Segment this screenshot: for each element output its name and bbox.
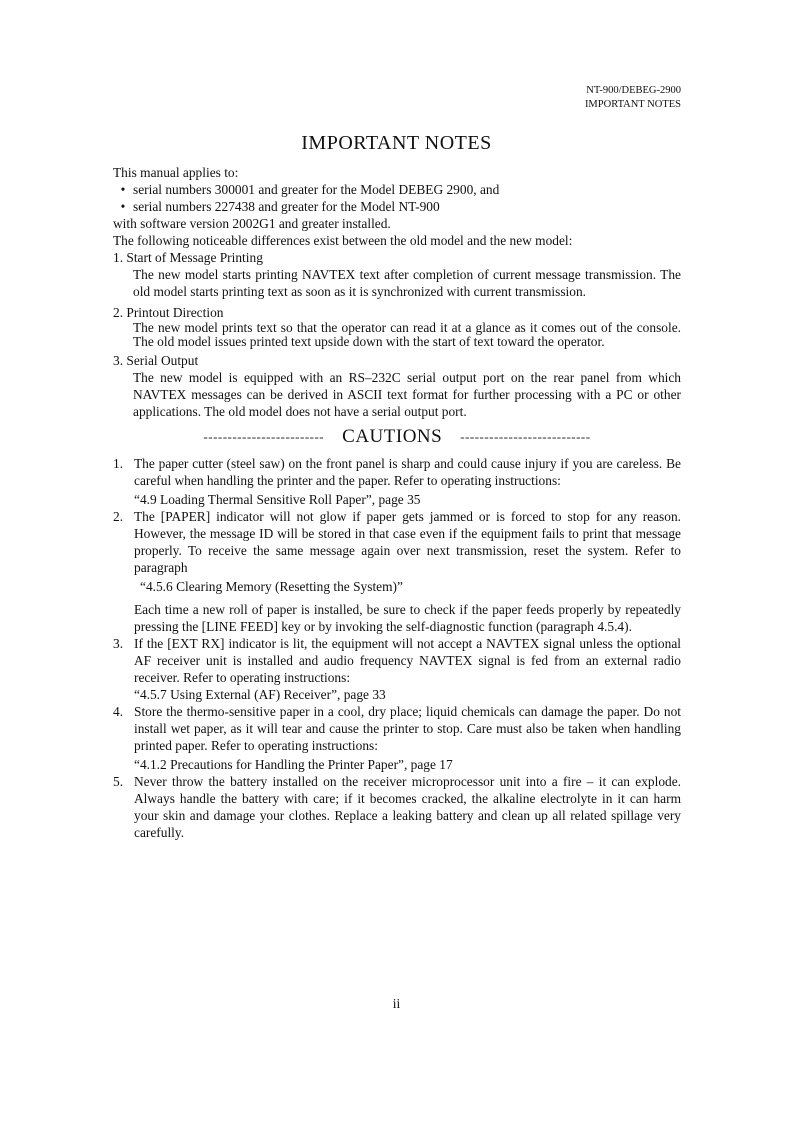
header-model: NT-900/DEBEG-2900 [586,85,681,96]
applies-text: This manual applies to: [113,165,239,180]
caution-item [113,773,681,841]
document-body [113,164,681,841]
cautions-heading-row [113,426,681,448]
section-serial-output [113,352,681,420]
caution-item [113,508,681,635]
bullet-item [113,181,681,198]
caution-number: 2. [113,509,124,525]
caution-item [113,703,681,773]
caution-reference: “4.5.7 Using External (AF) Receiver”, page 33 [134,687,386,703]
bullet-dot-icon: • [120,182,126,197]
caution-reference: “4.1.2 Precautions for Handling the Printer Paper”, page 17 [134,757,453,773]
section-text: The new model prints text so that the operator can read it at a glance as it comes out of the console. The old model issues printed text upside down with the start of text toward the operator. [133,320,681,349]
caution-reference: “4.9 Loading Thermal Sensitive Roll Paper”, page 35 [134,492,421,508]
caution-number: 1. [113,456,124,472]
bullet-item [113,198,681,215]
bullet-text: serial numbers 227438 and greater for the Model NT-900 [133,199,440,214]
section-heading: 2. Printout Direction [113,305,224,320]
caution-number: 5. [113,774,124,790]
caution-extra-text: Each time a new roll of paper is installed, be sure to check if the paper feeds properly by repeatedly pressing the [LINE FEED] key or by invoking the self-diagnostic function (paragraph 4.5.4). [134,602,681,635]
caution-text: The [PAPER] indicator will not glow if paper gets jammed or is forced to stop for any reason. However, the message ID will be stored in that case even if the equipment fails to print that message properly. To receive the same message again over next transmission, reset the system. Refer to paragraph [134,509,681,576]
cautions-heading: CAUTIONS [342,426,443,448]
page-title: IMPORTANT NOTES [301,132,492,154]
software-text: with software version 2002G1 and greater installed. [113,216,391,231]
section-start-printing [113,249,681,300]
running-header [585,84,681,112]
caution-number: 3. [113,636,124,652]
section-heading: 3. Serial Output [113,353,199,369]
section-text: The new model is equipped with an RS–232C serial output port on the rear panel from which NAVTEX messages can be derived in ASCII text format for further processing with a PC or other applications. The old model does not have a serial output port. [133,370,681,420]
section-text: The new model starts printing NAVTEX text after completion of current message transmission. The old model starts printing text as soon as it is synchronized with current transmission. [133,267,681,299]
caution-reference: “4.5.6 Clearing Memory (Resetting the System)” [140,579,403,595]
caution-item [113,455,681,508]
bullet-dot-icon: • [120,199,126,214]
caution-text: Store the thermo-sensitive paper in a cool, dry place; liquid chemicals can damage the paper. Do not install wet paper, as it will tear and cause the printer to stop. Care must also be taken when handling printed paper. Refer to operating instructions: [134,704,681,754]
caution-text: If the [EXT RX] indicator is lit, the equipment will not accept a NAVTEX signal unless the optional AF receiver unit is installed and audio frequency NAVTEX signal is fed from an external radio receiver. Refer to operating instructions: [134,636,681,686]
section-heading: 1. Start of Message Printing [113,250,263,265]
divider-dashes-right: --------------------------- [460,429,591,445]
header-section: IMPORTANT NOTES [584,99,681,110]
caution-text: Never throw the battery installed on the receiver microprocessor unit into a fire – it can explode. Always handle the battery with care; if it becomes cracked, the alkaline electrolyte in it can harm your skin and damage your clothes. Replace a leaking battery and clean up all related spillage very carefully. [134,774,681,841]
caution-text: The paper cutter (steel saw) on the front panel is sharp and could cause injury if you are careless. Be careful when handling the printer and the paper. Refer to operating instructions: [134,456,681,489]
bullet-text: serial numbers 300001 and greater for the Model DEBEG 2900, and [133,182,500,197]
divider-dashes-left: ------------------------- [203,429,325,445]
section-printout-direction [113,304,681,348]
differences-text: The following noticeable differences exist between the old model and the new model: [113,233,573,248]
caution-number: 4. [113,704,124,720]
page-number: ii [392,996,401,1011]
caution-item [113,635,681,703]
